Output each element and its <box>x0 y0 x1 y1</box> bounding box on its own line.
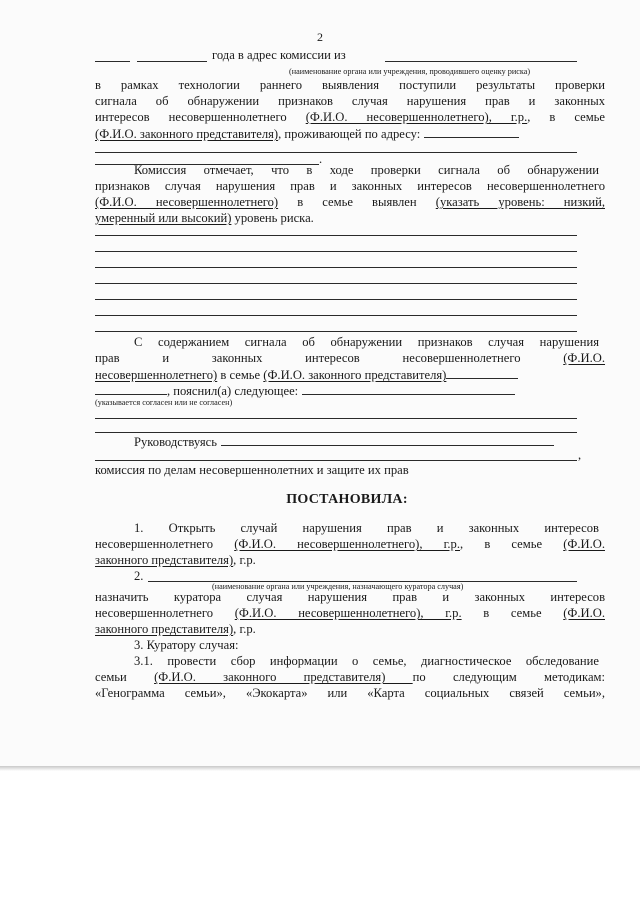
p1-line3: интересов несовершеннолетнего (Ф.И.О. несовершеннолетнего), г.р., в семье <box>95 110 605 124</box>
caption-curator-organ: (наименование органа или учреждения, назначающего куратора случая) <box>212 582 464 591</box>
item3-line4: «Генограмма семьи», «Экокарта» или «Карта социальных связей семьи», <box>95 686 605 700</box>
p4-line1: Руководствуясь <box>134 434 599 450</box>
page-number: 2 <box>317 30 323 44</box>
blank-line <box>95 235 577 236</box>
p3-line1: С содержанием сигнала об обнаружении признаков случая нарушения <box>134 335 599 349</box>
blank-line <box>95 299 577 300</box>
p2-line1: Комиссия отмечает, что в ходе проверки сигнала об обнаружении <box>134 163 599 177</box>
p3-line2: прав и законных интересов несовершеннолетнего (Ф.И.О. <box>95 351 606 365</box>
resolution-heading: ПОСТАНОВИЛА: <box>286 492 408 507</box>
item1-line1: 1. Открыть случай нарушения прав и законных интересов <box>134 521 599 535</box>
item2-number: 2. <box>134 569 144 583</box>
address-line-1 <box>95 152 577 153</box>
blank-organ <box>385 61 577 62</box>
item3-line2: 3.1. провести сбор информации о семье, диагностическое обследование <box>134 654 599 668</box>
p2-line3: (Ф.И.О. несовершеннолетнего) в семье выявлен (указать уровень: низкий, <box>95 195 605 209</box>
p4-line2: комиссия по делам несовершеннолетних и защите их прав <box>95 463 409 477</box>
blank-line <box>95 418 577 419</box>
blank-day <box>95 61 130 62</box>
p4-comma: , <box>578 448 582 462</box>
blank-line <box>95 251 577 252</box>
p2-line4: умеренный или высокий) уровень риска. <box>95 211 314 225</box>
p1-line1: в рамках технологии раннего выявления поступили результаты проверки <box>95 78 605 92</box>
item2-line2: несовершеннолетнего (Ф.И.О. несовершеннолетнего), г.р. в семье (Ф.И.О. <box>95 606 605 620</box>
item2-line3: законного представителя), г.р. <box>95 622 256 636</box>
caption-agree: (указывается согласен или не согласен) <box>95 398 233 407</box>
item3-line1: 3. Куратору случая: <box>134 638 239 652</box>
scan-edge <box>0 766 640 771</box>
blank-line <box>95 315 577 316</box>
caption-assessment: (наименование органа или учреждения, проводившего оценку риска) <box>289 67 531 76</box>
item2-line1: назначить куратора случая нарушения прав и законных интересов <box>95 590 606 604</box>
p3-line3: несовершеннолетнего) в семье (Ф.И.О. законного представителя) <box>95 367 605 383</box>
p2-line2: признаков случая нарушения прав и законных интересов несовершеннолетнего <box>95 179 605 193</box>
p1-line2: сигнала об обнаружении признаков случая нарушения прав и законных <box>95 94 605 108</box>
address-dot: . <box>319 152 323 166</box>
blank-line <box>95 460 577 461</box>
blank-line <box>95 267 577 268</box>
blank-month <box>137 61 207 62</box>
p3-line4: , пояснил(а) следующее: <box>95 383 605 399</box>
blank-line <box>95 331 577 332</box>
item1-line3: законного представителя), г.р. <box>95 553 256 567</box>
item1-line2: несовершеннолетнего (Ф.И.О. несовершеннолетнего), г.р., в семье (Ф.И.О. <box>95 537 605 551</box>
p1-line4: (Ф.И.О. законного представителя), проживающей по адресу: <box>95 126 605 142</box>
year-to-commission-text: года в адрес комиссии из <box>212 48 346 62</box>
blank-line <box>95 432 577 433</box>
blank-line <box>95 283 577 284</box>
item3-line3: семьи (Ф.И.О. законного представителя) по следующим методикам: <box>95 670 605 684</box>
